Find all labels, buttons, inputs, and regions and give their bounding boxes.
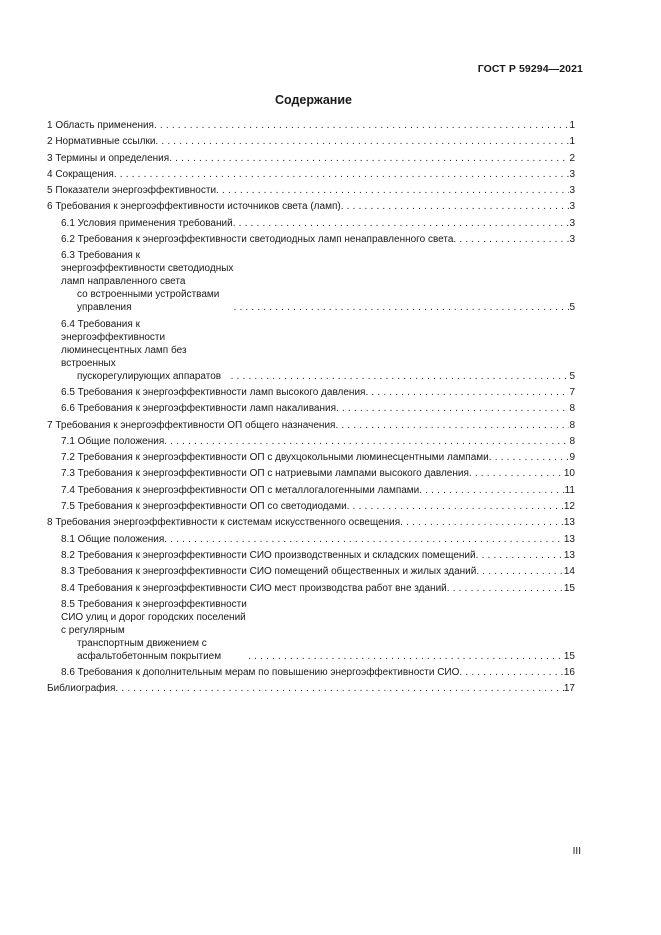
toc-entry-page-number: 9 bbox=[569, 452, 575, 464]
toc-entry-page-number: 13 bbox=[563, 549, 575, 561]
toc-entry-title bbox=[47, 135, 155, 148]
toc-entry-line: 6.2 Требования к энергоэффективности светодиодных ламп ненаправленного света bbox=[61, 234, 454, 246]
toc-entry-page-number: 1 bbox=[569, 136, 575, 148]
dot-leader bbox=[336, 402, 569, 415]
toc-entry-page-number: 3 bbox=[569, 201, 575, 213]
toc-entry-page-number: 3 bbox=[569, 234, 575, 246]
toc-entry-line: 3 Термины и определения bbox=[47, 152, 170, 164]
toc-entry-title bbox=[47, 119, 154, 132]
dot-leader bbox=[469, 467, 564, 480]
toc-entry[interactable] bbox=[47, 467, 575, 480]
toc-entry-title bbox=[47, 516, 400, 529]
toc-entry-title bbox=[61, 582, 447, 595]
dot-leader bbox=[155, 135, 569, 148]
toc-entry[interactable] bbox=[47, 500, 575, 513]
toc-entry-page-number: 7 bbox=[569, 386, 575, 398]
toc-entry-title bbox=[61, 249, 234, 314]
dot-leader bbox=[114, 168, 569, 181]
toc-entry-line: 6.4 Требования к энергоэффективности люминесцентных ламп без встроенных bbox=[61, 318, 187, 369]
toc-entry-line: 7.5 Требования к энергоэффективности ОП со светодиодами bbox=[61, 501, 347, 513]
toc-entry-title bbox=[47, 200, 341, 213]
dot-leader bbox=[115, 682, 563, 695]
toc-entry-page-number: 5 bbox=[569, 302, 575, 314]
toc-entry[interactable] bbox=[47, 582, 575, 595]
toc-entry-line: 7.4 Требования к энергоэффективности ОП с металлогалогенными лампами bbox=[61, 484, 420, 496]
toc-entry-title bbox=[61, 402, 336, 415]
toc-entry[interactable] bbox=[47, 533, 575, 546]
toc-entry[interactable] bbox=[47, 119, 575, 132]
toc-entry[interactable] bbox=[47, 168, 575, 181]
dot-leader bbox=[453, 233, 569, 246]
toc-entry-line: 7 Требования к энергоэффективности ОП общего назначения bbox=[47, 419, 336, 431]
toc-entry-line: 6.5 Требования к энергоэффективности ламп высокого давления bbox=[61, 386, 366, 398]
toc-entry-line: 7.2 Требования к энергоэффективности ОП с двухцокольными люминесцентными лампами bbox=[61, 452, 489, 464]
toc-entry-page-number: 3 bbox=[569, 217, 575, 229]
toc-entry-title bbox=[61, 233, 453, 246]
toc-entry-line: 6.6 Требования к энергоэффективности ламп накаливания bbox=[61, 403, 337, 415]
toc-entry[interactable] bbox=[47, 549, 575, 562]
toc-entry[interactable] bbox=[47, 152, 575, 165]
toc-entry-title bbox=[47, 419, 335, 432]
toc-entry-line: 8.3 Требования к энергоэффективности СИО помещений общественных и жилых зданий bbox=[61, 566, 477, 578]
toc-entry-title bbox=[61, 666, 459, 679]
toc-entry[interactable] bbox=[47, 217, 575, 230]
toc-entry[interactable] bbox=[47, 184, 575, 197]
toc-entry-title bbox=[61, 386, 365, 399]
toc-entry-title bbox=[61, 484, 419, 497]
toc-entry-line: 2 Нормативные ссылки bbox=[47, 136, 156, 148]
toc-entry[interactable] bbox=[47, 200, 575, 213]
toc-entry-line: 8 Требования энергоэффективности к системам искусственного освещения bbox=[47, 517, 401, 529]
toc-entry[interactable] bbox=[47, 451, 575, 464]
toc-entry-continuation-line: транспортным движением с асфальтобетонным покрытием bbox=[77, 637, 222, 662]
toc-entry-title bbox=[61, 533, 164, 546]
toc-entry-title bbox=[61, 451, 489, 464]
dot-leader bbox=[216, 184, 569, 197]
toc-entry-title bbox=[47, 682, 115, 695]
dot-leader bbox=[365, 386, 569, 399]
toc-entry-line: 8.1 Общие положения bbox=[61, 533, 165, 545]
toc-entry-line: 8.6 Требования к дополнительным мерам по повышению энергоэффективности СИО bbox=[61, 667, 460, 679]
toc-entry-page-number: 14 bbox=[563, 566, 575, 578]
dot-leader bbox=[447, 582, 564, 595]
toc-entry-title bbox=[61, 217, 233, 230]
toc-entry[interactable] bbox=[47, 419, 575, 432]
toc-entry-page-number: 10 bbox=[563, 468, 575, 480]
toc-entry-page-number: 8 bbox=[569, 435, 575, 447]
toc-entry-line: 8.2 Требования к энергоэффективности СИО производственных и складских помещений bbox=[61, 549, 476, 561]
dot-leader bbox=[164, 435, 569, 448]
toc-entry-title bbox=[61, 435, 164, 448]
toc-entry-continuation-line: со встроенными устройствами управления bbox=[77, 289, 220, 314]
toc-entry-title bbox=[47, 168, 114, 181]
toc-entry-title bbox=[61, 467, 469, 480]
toc-entry-line: 4 Сокращения bbox=[47, 168, 114, 180]
toc-entry-page-number: 13 bbox=[563, 517, 575, 529]
dot-leader bbox=[335, 419, 569, 432]
toc-entry-title bbox=[61, 565, 476, 578]
dot-leader bbox=[459, 666, 563, 679]
toc-entry-title bbox=[47, 152, 169, 165]
toc-title: Содержание bbox=[274, 93, 352, 107]
dot-leader bbox=[476, 549, 564, 562]
table-of-contents bbox=[47, 119, 575, 699]
toc-entry-line: 1 Область применения bbox=[47, 120, 154, 131]
toc-entry[interactable] bbox=[47, 666, 575, 679]
toc-entry-line: 8.4 Требования к энергоэффективности СИО мест производства работ вне зданий bbox=[61, 582, 447, 594]
dot-leader bbox=[419, 484, 564, 497]
dot-leader bbox=[476, 565, 564, 578]
toc-entry-page-number: 13 bbox=[563, 533, 575, 545]
toc-entry-line: 6.3 Требования к энергоэффективности светодиодных ламп направленного света bbox=[61, 250, 234, 288]
toc-entry-continuation-line: пускорегулирующих аппаратов bbox=[77, 370, 222, 382]
toc-entry[interactable] bbox=[47, 565, 575, 578]
toc-entry-page-number: 15 bbox=[563, 650, 575, 662]
toc-entry-page-number: 1 bbox=[569, 120, 575, 131]
dot-leader bbox=[341, 200, 569, 213]
toc-entry[interactable] bbox=[47, 249, 575, 314]
toc-entry[interactable] bbox=[47, 135, 575, 148]
toc-entry-page-number: 8 bbox=[569, 419, 575, 431]
dot-leader bbox=[248, 650, 564, 663]
toc-entry-title bbox=[61, 598, 248, 663]
dot-leader bbox=[489, 451, 569, 464]
dot-leader bbox=[169, 152, 569, 165]
dot-leader bbox=[234, 301, 570, 314]
toc-entry[interactable] bbox=[47, 682, 575, 695]
toc-entry-page-number: 17 bbox=[563, 683, 575, 695]
toc-entry-title bbox=[61, 500, 347, 513]
toc-entry[interactable] bbox=[47, 386, 575, 399]
dot-leader bbox=[231, 370, 569, 383]
toc-entry-page-number: 2 bbox=[569, 152, 575, 164]
document-code: ГОСТ Р 59294—2021 bbox=[477, 63, 583, 75]
toc-entry[interactable] bbox=[47, 233, 575, 246]
toc-entry[interactable] bbox=[47, 598, 575, 663]
dot-leader bbox=[233, 217, 569, 230]
toc-entry-line: 7.3 Требования к энергоэффективности ОП с натриевыми лампами высокого давления bbox=[61, 468, 469, 480]
toc-entry-line: 5 Показатели энергоэффективности bbox=[47, 185, 217, 197]
toc-entry-page-number: 16 bbox=[563, 667, 575, 679]
toc-entry-title bbox=[61, 549, 476, 562]
dot-leader bbox=[154, 119, 569, 132]
toc-entry-title bbox=[61, 318, 231, 383]
toc-entry-page-number: 5 bbox=[569, 370, 575, 382]
toc-entry[interactable] bbox=[47, 318, 575, 383]
toc-entry-line: 6.1 Условия применения требований bbox=[61, 217, 233, 229]
toc-entry-page-number: 15 bbox=[563, 582, 575, 594]
toc-entry-page-number: 8 bbox=[569, 403, 575, 415]
toc-entry-page-number: 3 bbox=[569, 168, 575, 180]
toc-entry[interactable] bbox=[47, 435, 575, 448]
dot-leader bbox=[400, 516, 564, 529]
toc-entry-line: Библиография bbox=[47, 683, 116, 695]
toc-entry[interactable] bbox=[47, 484, 575, 497]
toc-entry-page-number: 12 bbox=[563, 501, 575, 513]
toc-entry-line: 8.5 Требования к энергоэффективности СИО улиц и дорог городских поселений с регулярным bbox=[61, 598, 247, 636]
toc-entry[interactable] bbox=[47, 402, 575, 415]
dot-leader bbox=[347, 500, 564, 513]
page-number: III bbox=[572, 846, 581, 857]
toc-entry[interactable] bbox=[47, 516, 575, 529]
toc-entry-page-number: 3 bbox=[569, 185, 575, 197]
toc-entry-line: 6 Требования к энергоэффективности источников света (ламп) bbox=[47, 201, 341, 213]
toc-entry-title bbox=[47, 184, 216, 197]
dot-leader bbox=[164, 533, 564, 546]
toc-entry-page-number: 11 bbox=[564, 484, 575, 496]
toc-entry-line: 7.1 Общие положения bbox=[61, 435, 165, 447]
